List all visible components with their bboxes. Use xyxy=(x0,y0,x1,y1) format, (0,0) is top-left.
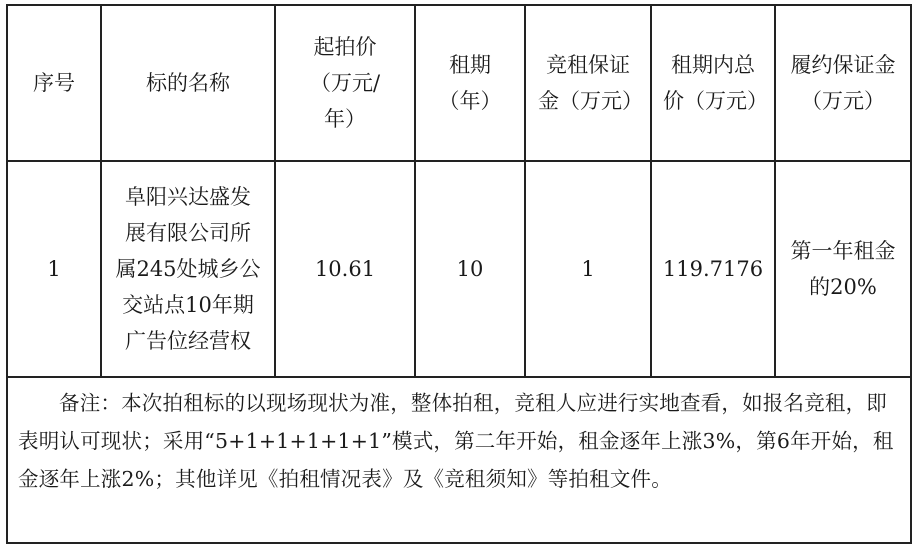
cell-performance-deposit: 第一年租金的20% xyxy=(775,161,911,377)
header-seq: 序号 xyxy=(7,5,101,161)
cell-term: 10 xyxy=(415,161,525,377)
table-note-row xyxy=(7,377,911,543)
header-deposit: 竞租保证金（万元） xyxy=(525,5,651,161)
cell-seq: 1 xyxy=(7,161,101,377)
table-header-row xyxy=(7,5,911,161)
auction-table-container xyxy=(6,4,910,544)
header-total-price: 租期内总价（万元） xyxy=(651,5,775,161)
header-performance-deposit: 履约保证金（万元） xyxy=(775,5,911,161)
table-row xyxy=(7,161,911,377)
note-text: 备注：本次拍租标的以现场现状为准，整体拍租，竞租人应进行实地查看，如报名竞租，即表明认可现状；采用“5+1+1+1+1+1”模式，第二年开始，租金逐年上涨3%，第6年开始，租金逐年上涨2%；其他详见《拍租情况表》及《竞租须知》等拍租文件。 xyxy=(18,391,894,491)
header-start-price: 起拍价（万元/年） xyxy=(275,5,415,161)
note-cell xyxy=(7,377,911,543)
cell-name: 阜阳兴达盛发展有限公司所属245处城乡公交站点10年期广告位经营权 xyxy=(101,161,275,377)
header-name: 标的名称 xyxy=(101,5,275,161)
header-term: 租期（年） xyxy=(415,5,525,161)
cell-total-price: 119.7176 xyxy=(651,161,775,377)
cell-deposit: 1 xyxy=(525,161,651,377)
cell-start-price: 10.61 xyxy=(275,161,415,377)
auction-table xyxy=(6,4,912,544)
